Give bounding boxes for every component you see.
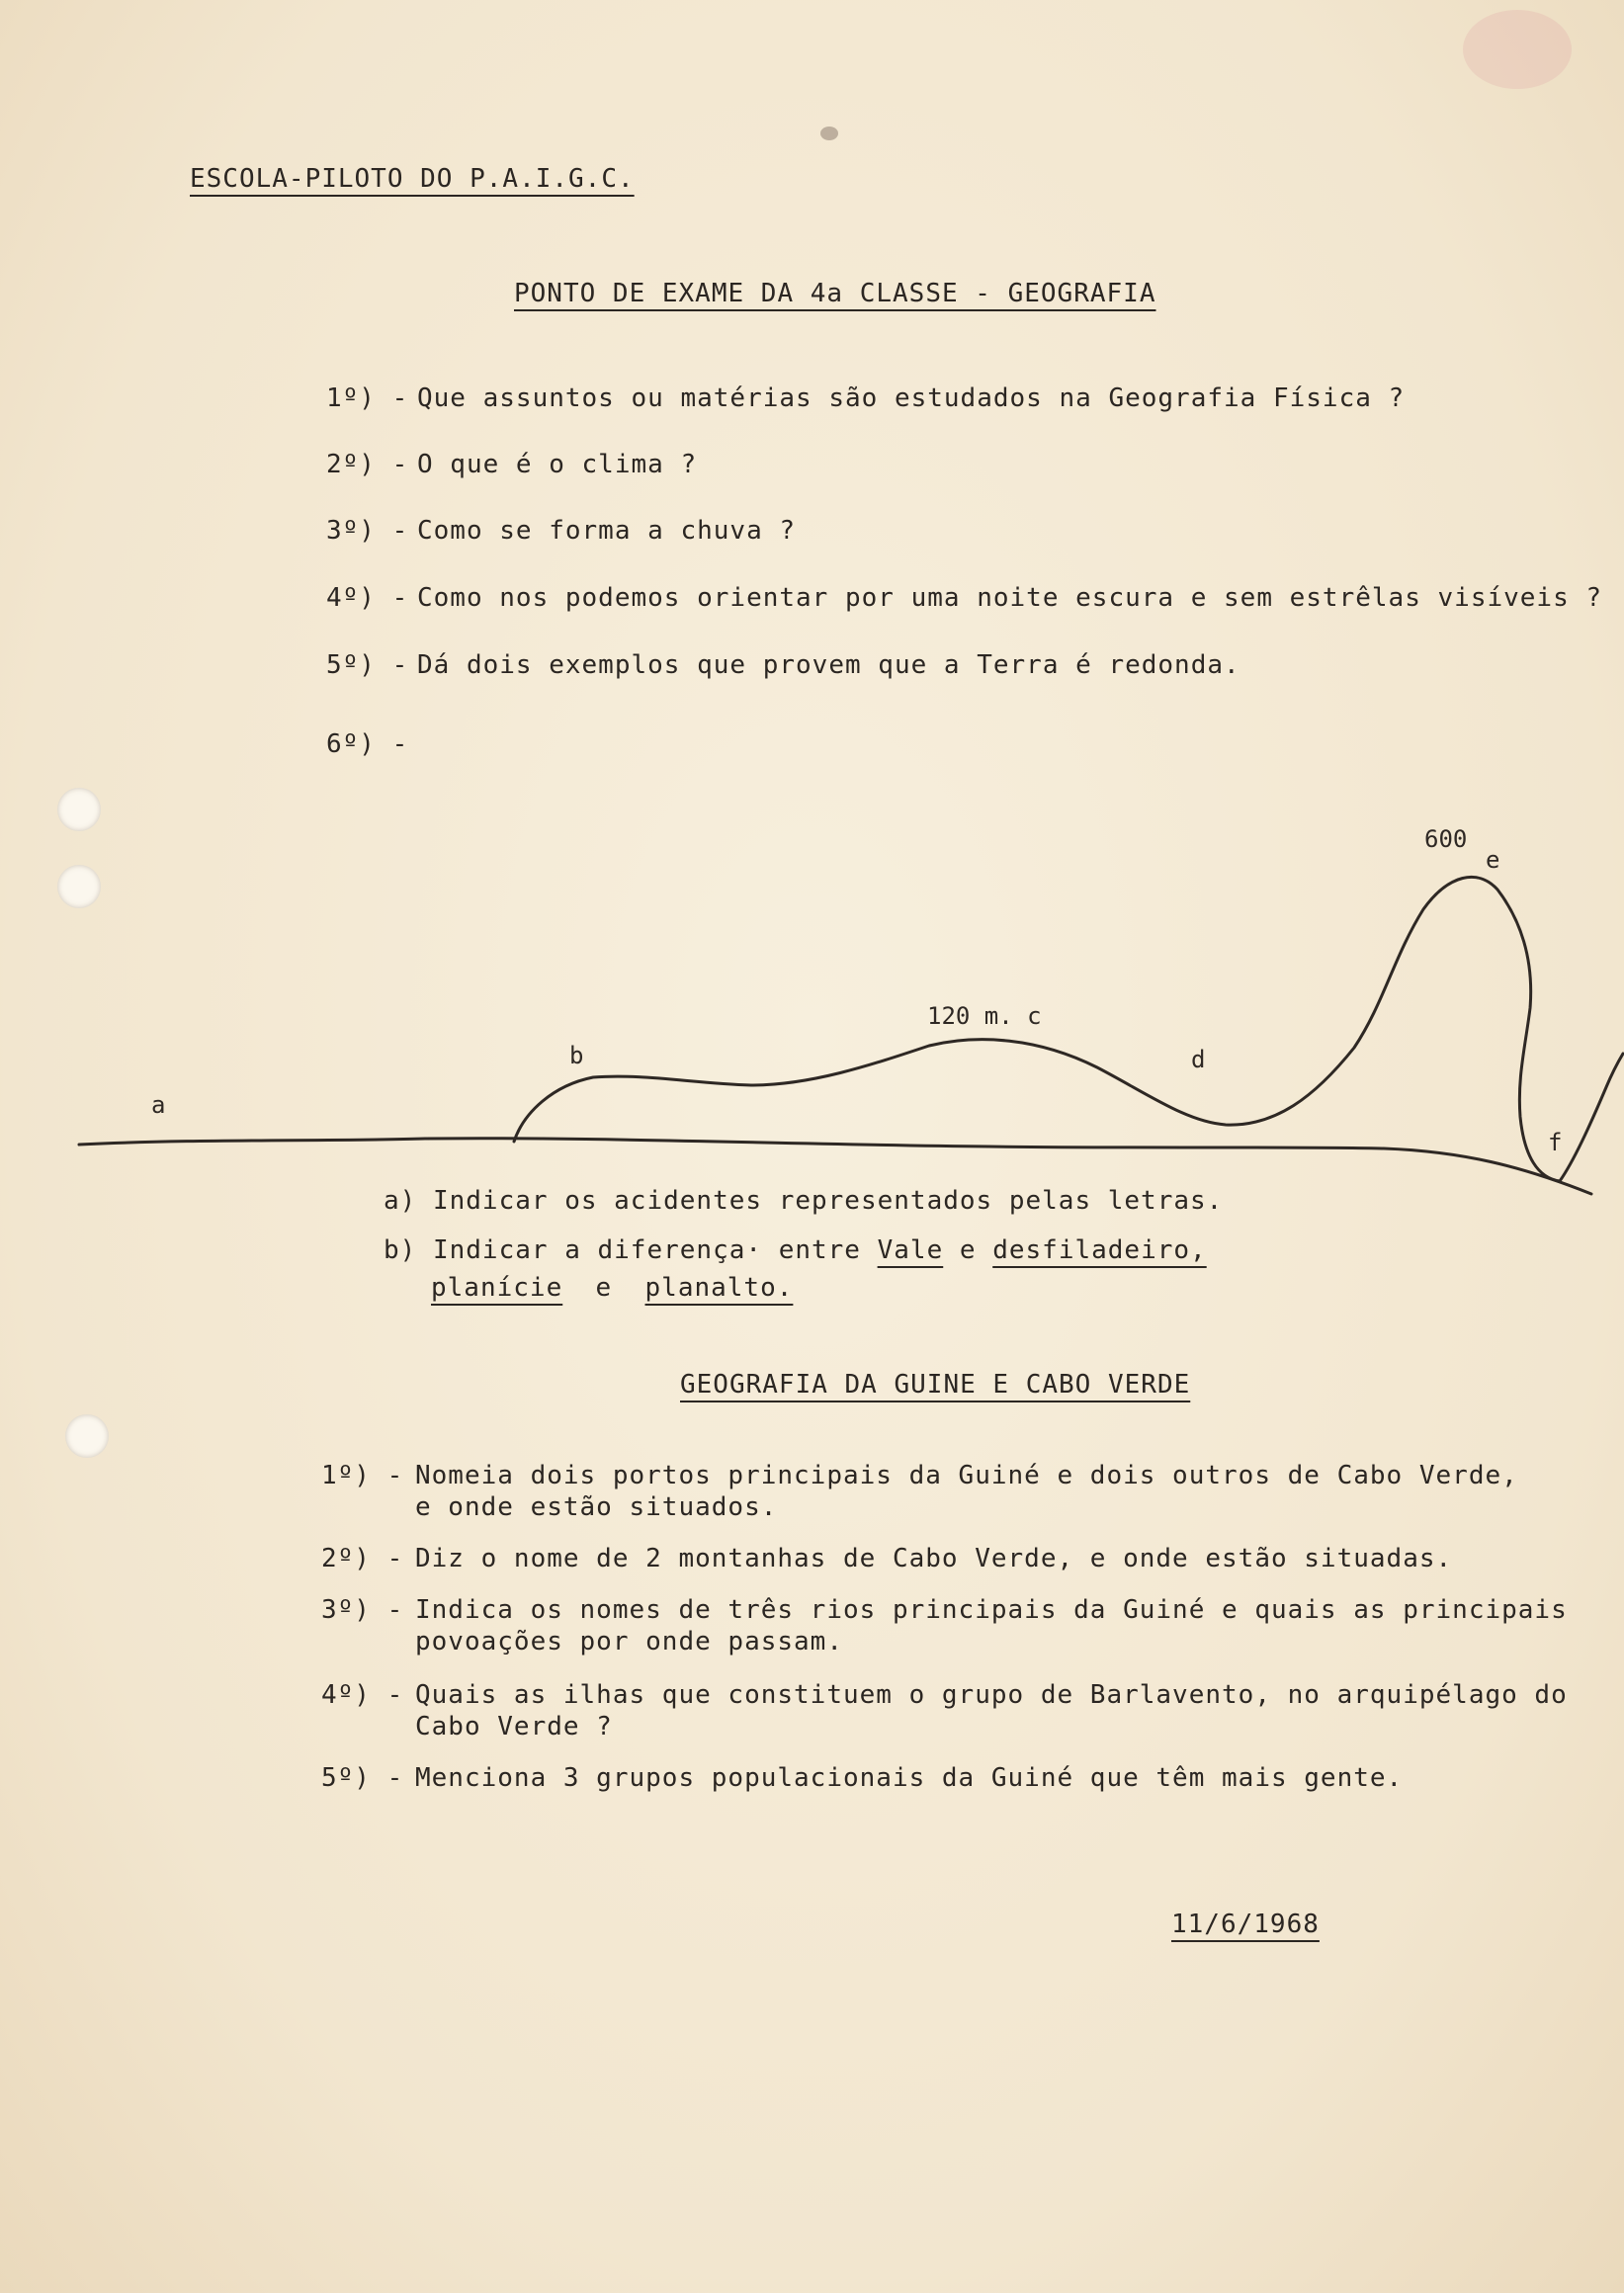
task-b-prefix: b) [384,1235,417,1265]
label-e: e [1486,846,1500,874]
label-b: b [569,1042,584,1069]
question-text: Quais as ilhas que constituem o grupo de Barlavento, no arquipélago do [415,1680,1568,1710]
part2-question-3-line2: povoações por onde passam. [415,1627,843,1656]
task-b-continued [431,1273,793,1303]
question-number: 4º) - [321,1680,404,1710]
task-b-text: Indicar a diferença· entre [432,1235,878,1265]
label-peak-elevation: 600 [1424,825,1468,853]
label-f: f [1548,1129,1563,1156]
section-title-guine-cabo-verde: GEOGRAFIA DA GUINE E CABO VERDE [680,1370,1191,1400]
question-number: 2º) - [326,450,409,479]
task-a-prefix: a) [384,1186,417,1216]
question-number: 5º) - [321,1763,404,1793]
question-text: Dá dois exemplos que provem que a Terra é redonda. [417,650,1240,680]
question-text: Como nos podemos orientar por uma noite escura e sem estrêlas visíveis ? [417,583,1603,613]
part2-question-4-line2: Cabo Verde ? [415,1712,613,1741]
label-a: a [151,1091,166,1119]
task-b [384,1235,1207,1265]
question-number: 3º) - [321,1595,404,1625]
question-number: 2º) - [321,1544,404,1573]
task-a [384,1186,1223,1216]
question-number: 3º) - [326,516,409,546]
question-text: Que assuntos ou matérias são estudados na Geografia Física ? [417,383,1406,413]
task-b-and-2: e [562,1273,645,1303]
question-text: Como se forma a chuva ? [417,516,797,546]
question-text: Nomeia dois portos principais da Guiné e dois outros de Cabo Verde, [415,1461,1518,1490]
label-c-elevation: 120 m. c [927,1002,1042,1030]
question-text: O que é o clima ? [417,450,698,479]
question-text: Diz o nome de 2 montanhas de Cabo Verde, e onde estão situadas. [415,1544,1453,1573]
question-number: 1º) - [326,383,409,413]
task-b-and: e [943,1235,993,1265]
school-name: ESCOLA-PILOTO DO P.A.I.G.C. [190,164,635,194]
term-planicie: planície [431,1273,563,1303]
term-vale: Vale [877,1235,944,1265]
question-number: 6º) - [326,729,409,759]
exam-title: PONTO DE EXAME DA 4a CLASSE - GEOGRAFIA [514,279,1156,308]
part2-question-1 [321,1461,1518,1490]
part2-question-3 [321,1595,1568,1625]
question-number: 4º) - [326,583,409,613]
exam-date: 11/6/1968 [1171,1910,1320,1939]
question-number: 1º) - [321,1461,404,1490]
term-desfiladeiro: desfiladeiro, [992,1235,1207,1265]
part2-question-5 [321,1763,1403,1793]
terrain-profile [514,877,1623,1181]
part2-question-2 [321,1544,1452,1573]
part2-question-1-line2: e onde estão situados. [415,1492,778,1522]
question-number: 5º) - [326,650,409,680]
task-a-text: Indicar os acidentes representados pelas letras. [432,1186,1224,1216]
term-planalto: planalto. [644,1273,794,1303]
question-text: Menciona 3 grupos populacionais da Guiné que têm mais gente. [415,1763,1404,1793]
question-text: Indica os nomes de três rios principais da Guiné e quais as principais [415,1595,1568,1625]
label-d: d [1191,1046,1206,1073]
part2-question-4 [321,1680,1568,1710]
